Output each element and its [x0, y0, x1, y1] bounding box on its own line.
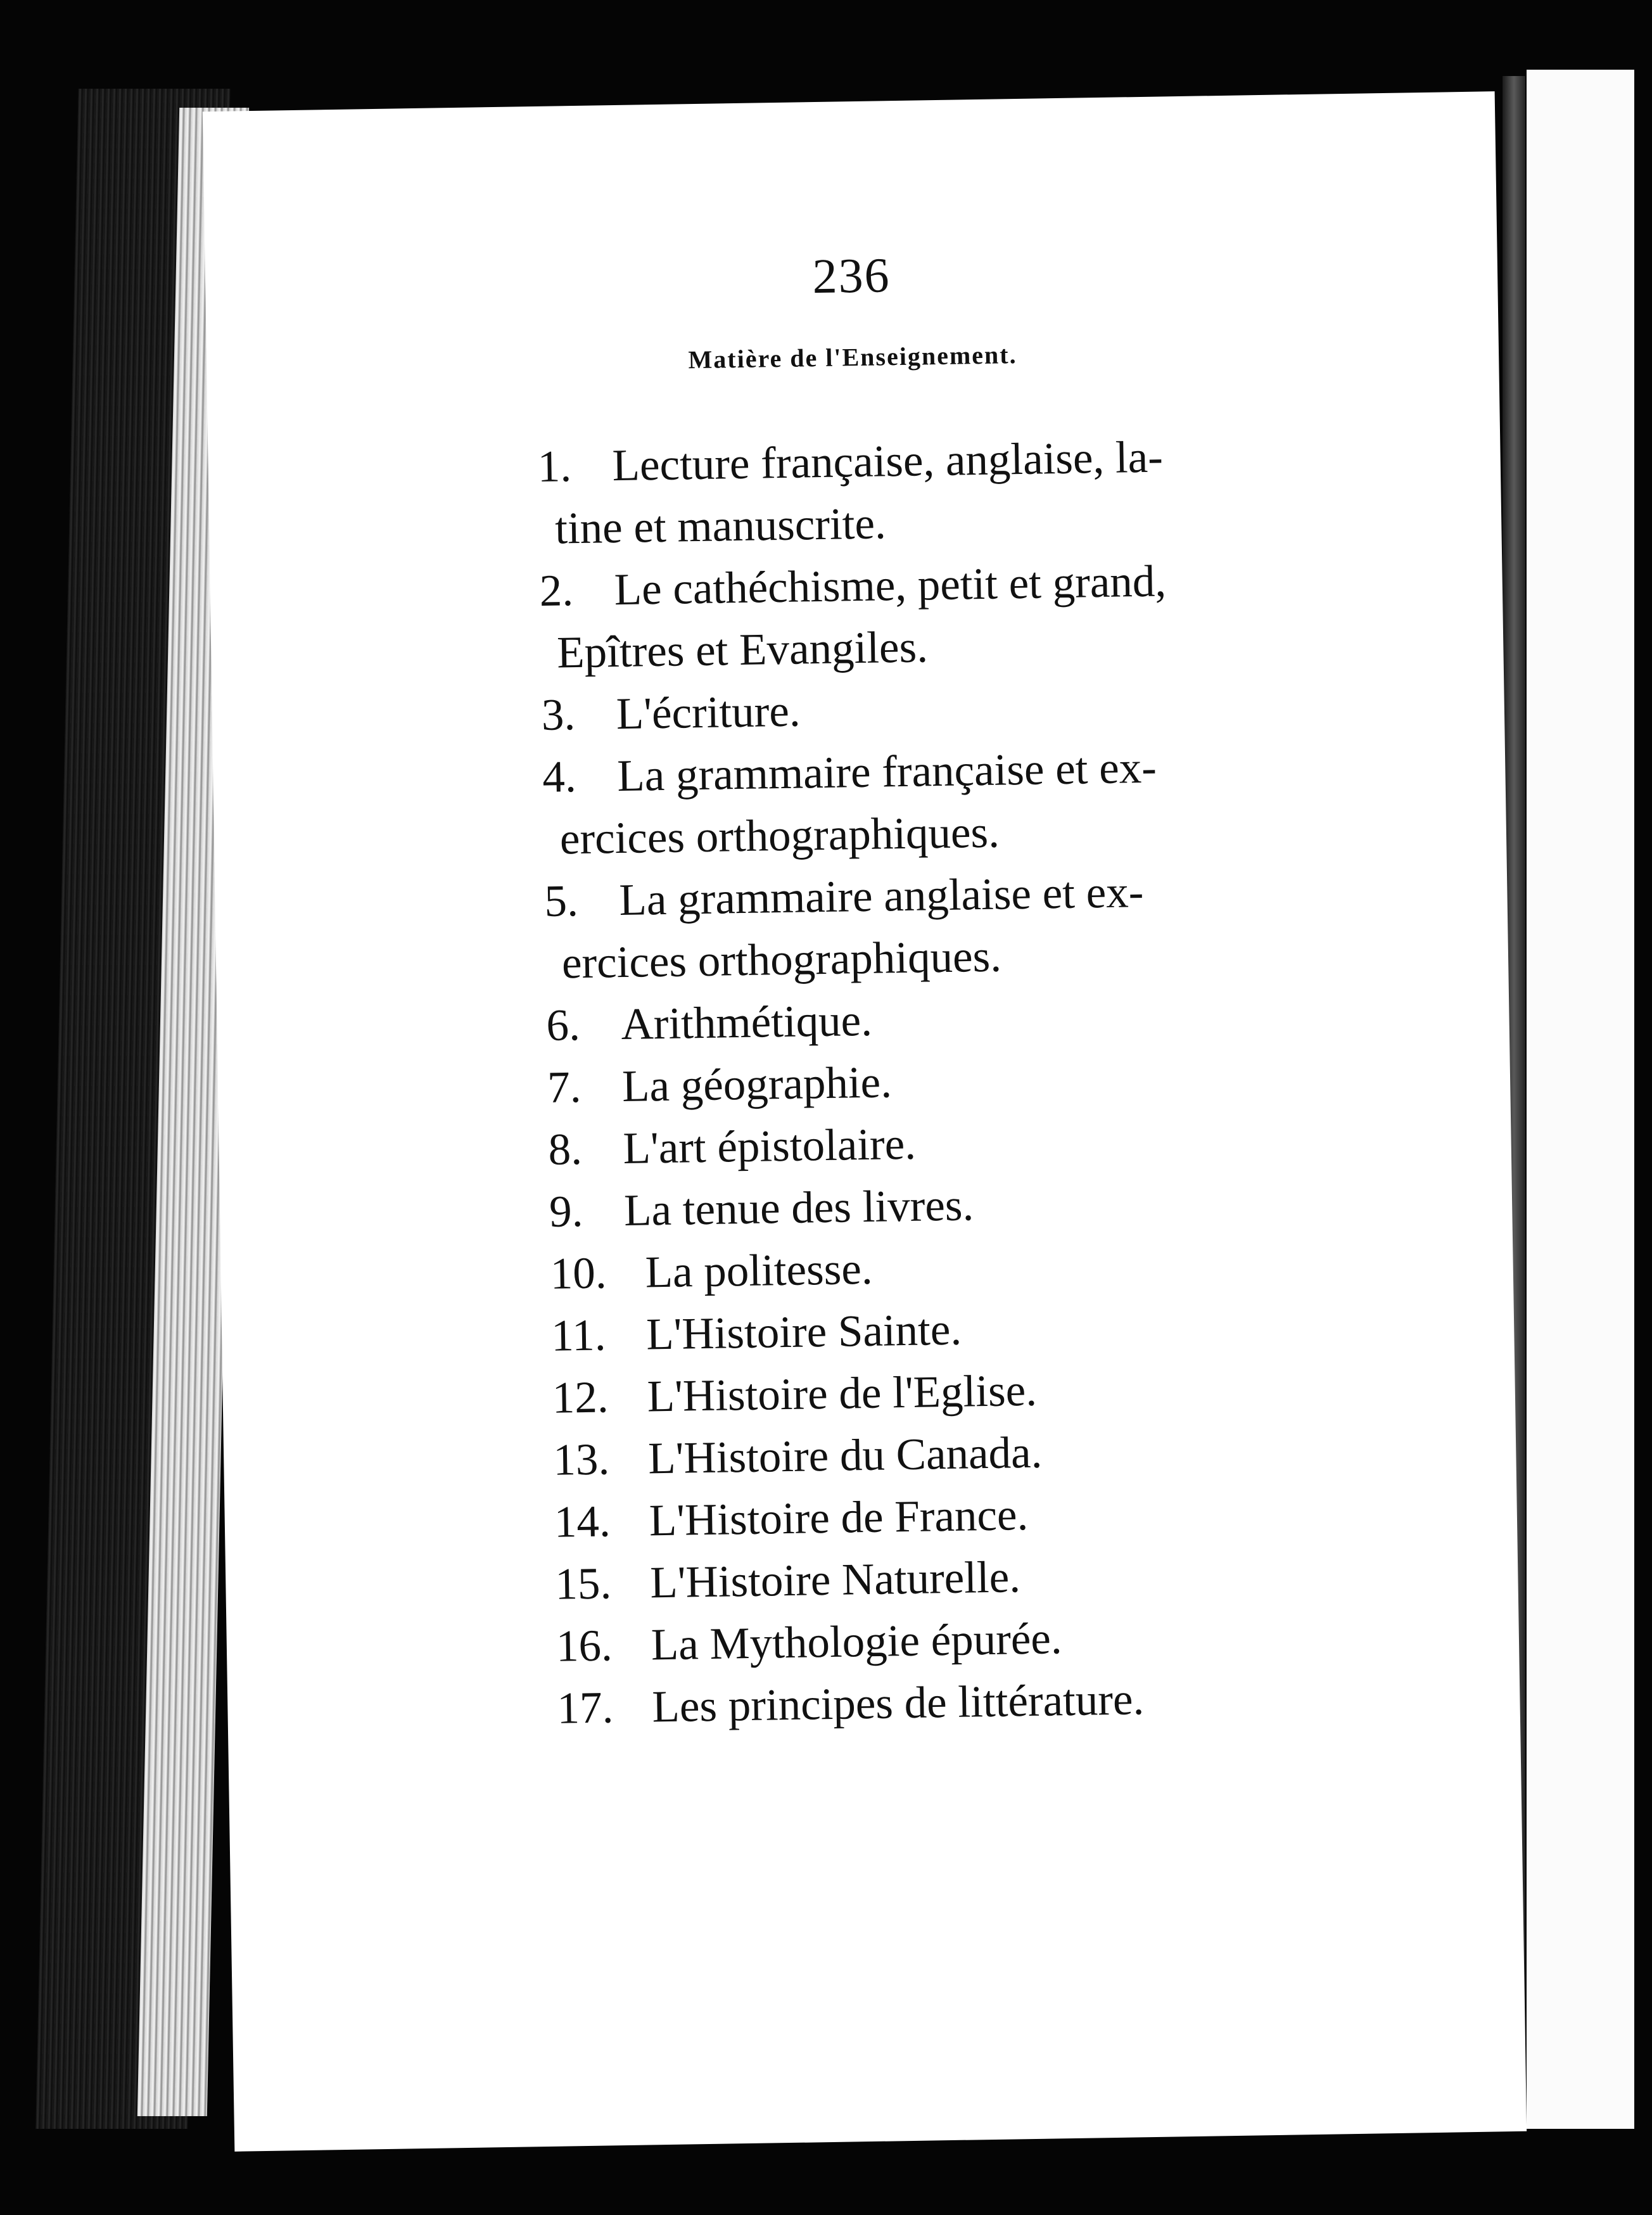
- item-number: 10.: [550, 1248, 607, 1299]
- running-head: Matière de l'Enseignement.: [688, 340, 1017, 374]
- item-number: 2.: [539, 566, 574, 616]
- item-text: L'Histoire Naturelle.: [649, 1552, 1021, 1608]
- item-number: 17.: [556, 1683, 614, 1733]
- item-number: 14.: [554, 1497, 611, 1547]
- item-text: Le cathéchisme, petit et grand,: [614, 556, 1167, 615]
- subject-list: [537, 423, 1406, 1740]
- item-text-continuation: ercices orthographiques.: [561, 931, 1002, 988]
- item-text: La grammaire anglaise et ex-: [618, 867, 1144, 926]
- list-item: [537, 423, 1388, 560]
- item-text: L'écriture.: [616, 686, 801, 739]
- list-item: [542, 733, 1393, 871]
- item-text: L'art épistolaire.: [623, 1119, 917, 1173]
- item-number: 13.: [552, 1434, 610, 1485]
- item-number: 8.: [548, 1125, 583, 1175]
- item-number: 15.: [554, 1559, 612, 1609]
- item-text: L'Histoire de France.: [649, 1490, 1029, 1546]
- item-number: 11.: [550, 1310, 606, 1361]
- item-text: La tenue des livres.: [623, 1180, 974, 1235]
- list-item: [539, 547, 1390, 684]
- item-number: 12.: [552, 1372, 609, 1423]
- item-text: La grammaire française et ex-: [616, 743, 1157, 801]
- item-text-continuation: tine et manuscrite.: [554, 499, 887, 554]
- book-page: [203, 91, 1527, 2152]
- item-text: L'Histoire de l'Eglise.: [647, 1365, 1038, 1422]
- item-text: La politesse.: [645, 1244, 874, 1298]
- item-text: Les principes de littérature.: [651, 1675, 1145, 1732]
- item-text-continuation: Epîtres et Evangiles.: [556, 622, 929, 678]
- item-number: 5.: [543, 876, 579, 926]
- item-number: 7.: [547, 1063, 581, 1113]
- item-number: 6.: [545, 1000, 581, 1050]
- item-text: L'Histoire du Canada.: [647, 1427, 1043, 1484]
- facing-page-edge: [1527, 70, 1634, 2129]
- item-text: La Mythologie épurée.: [651, 1614, 1063, 1670]
- item-number: 3.: [541, 690, 576, 740]
- item-text: Lecture française, anglaise, la-: [612, 432, 1164, 491]
- item-number: 9.: [549, 1187, 584, 1237]
- item-number: 16.: [556, 1621, 613, 1671]
- list-item: [544, 857, 1395, 995]
- item-text: Arithmétique.: [620, 995, 873, 1050]
- item-text: La géographie.: [621, 1057, 893, 1112]
- item-text-continuation: ercices orthographiques.: [559, 807, 1000, 864]
- list-item: [557, 1664, 1406, 1740]
- item-number: 4.: [542, 752, 577, 802]
- page-number: 236: [811, 247, 891, 304]
- item-number: 1.: [537, 442, 572, 492]
- item-text: L'Histoire Sainte.: [645, 1305, 962, 1360]
